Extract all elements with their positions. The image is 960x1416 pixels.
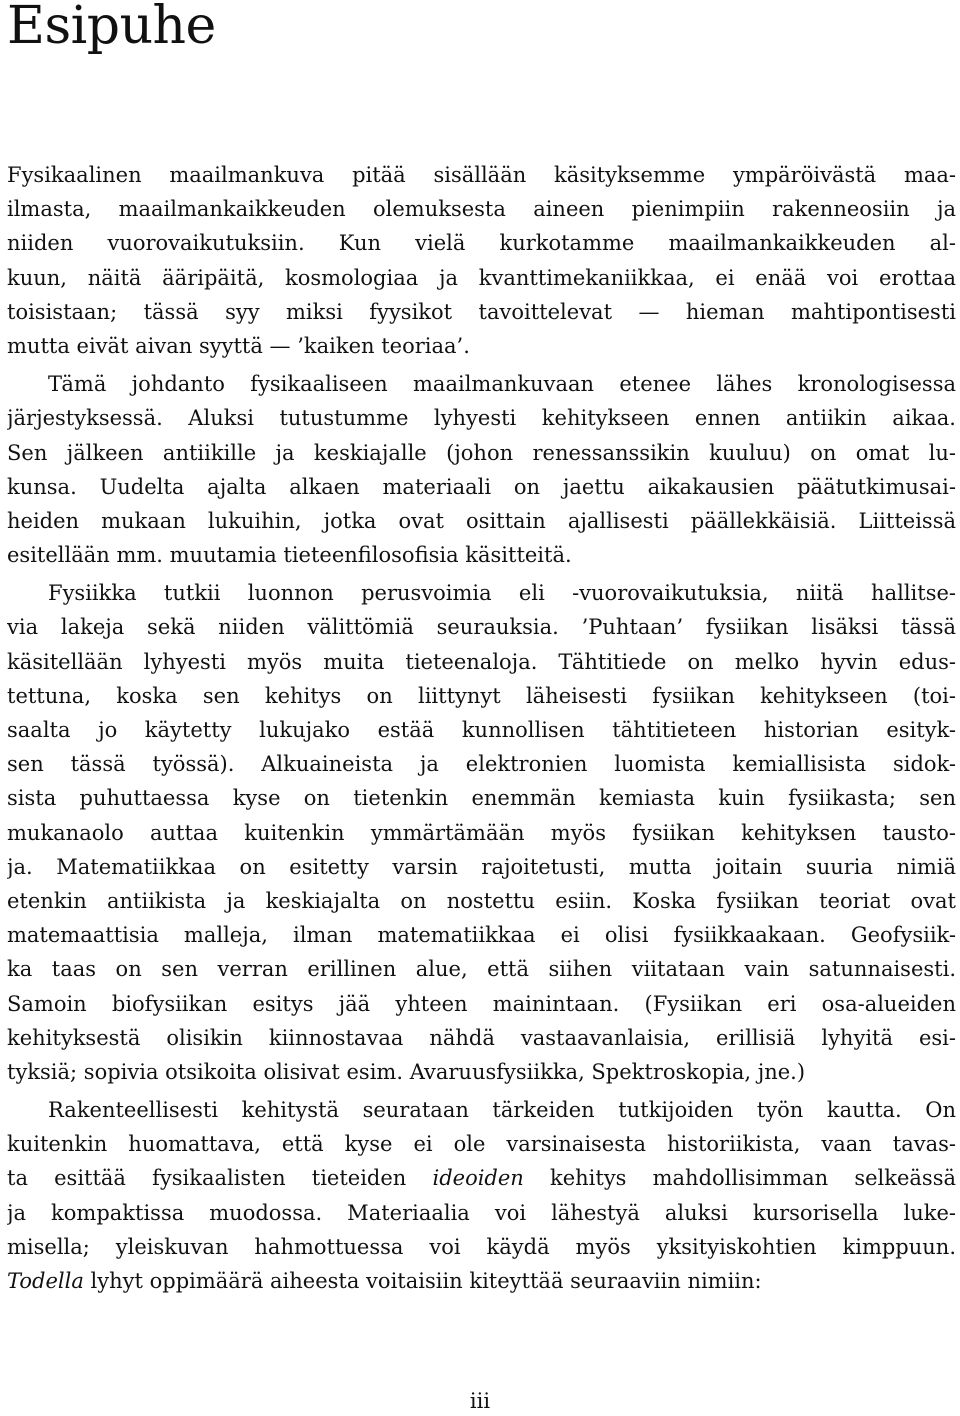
text-line: kuitenkin huomattava, että kyse ei ole varsinaisesta historiikista, vaan tavas-	[7, 1132, 956, 1157]
text-line: tyksiä; sopivia otsikoita olisivat esim. Avaruusfysiikka, Spektroskopia, jne.)	[7, 1059, 806, 1084]
text-line: niiden vuorovaikutuksiin. Kun vielä kurkotamme maailmankaikkeuden al-	[7, 231, 956, 256]
text-fragment: kehitys mahdollisimman selkeässä	[523, 1166, 956, 1191]
emphasis-todella: Todella	[7, 1269, 84, 1293]
text-line: Samoin biofysiikan esitys jää yhteen mainintaan. (Fysiikan eri osa-alueiden	[7, 991, 956, 1016]
text-fragment: lyhyt oppimäärä aiheesta voitaisiin kiteyttää seuraaviin nimiin:	[83, 1269, 762, 1293]
text-line: kehityksestä olisikin kiinnostavaa nähdä vastaavanlaisia, erillisiä lyhyitä esi-	[7, 1025, 956, 1050]
text-line: toisistaan; tässä syy miksi fyysikot tavoittelevat — hieman mahtipontisesti	[7, 299, 956, 324]
text-line: saalta jo käytetty lukujako estää kunnollisen tähtitieteen historian esityk-	[7, 718, 956, 742]
text-line: käsitellään lyhyesti myös muita tieteenaloja. Tähtitiede on melko hyvin edus-	[7, 649, 956, 674]
text-line-with-italic	[7, 1161, 956, 1195]
text-line: via lakeja sekä niiden välittömiä seurauksia. ’Puhtaan’ fysiikan lisäksi tässä	[7, 615, 956, 640]
paragraph-3	[7, 576, 956, 1089]
text-line: mutta eivät aivan syyttä — ’kaiken teoriaa’.	[7, 333, 470, 358]
text-line: ja. Matematiikkaa on esitetty varsin rajoitetusti, mutta joitain suuria nimiä	[7, 854, 956, 879]
text-line: sen tässä työssä). Alkuaineista ja elektronien luomista kemiallisista sidok-	[7, 752, 956, 777]
text-line: kunsa. Uudelta ajalta alkaen materiaali on jaettu aikakausien päätutkimusai-	[7, 474, 956, 499]
text-line: Fysikaalinen maailmankuva pitää sisällään käsityksemme ympäröivästä maa-	[7, 163, 956, 187]
text-fragment: ta esittää fysikaalisten tieteiden	[7, 1166, 433, 1191]
paragraph-1	[7, 158, 956, 363]
text-line: misella; yleiskuvan hahmottuessa voi käydä myös yksityiskohtien kimppuun.	[7, 1234, 956, 1259]
paragraph-4	[7, 1093, 956, 1298]
text-line: ja kompaktissa muodossa. Materiaalia voi lähestyä aluksi kursorisella luke-	[7, 1200, 956, 1225]
page-title: Esipuhe	[7, 0, 216, 56]
text-line: sista puhuttaessa kyse on tietenkin enemmän kemiasta kuin fysiikasta; sen	[7, 786, 956, 811]
body-text	[7, 158, 956, 1298]
page-number: iii	[469, 1389, 491, 1413]
text-line: ilmasta, maailmankaikkeuden olemuksesta aineen pienimpiin rakenneosiin ja	[7, 197, 956, 222]
text-line: heiden mukaan lukuihin, jotka ovat osittain ajallisesti päällekkäisiä. Liitteissä	[7, 508, 956, 533]
text-line: kuun, näitä ääripäitä, kosmologiaa ja kvanttimekaniikkaa, ei enää voi erottaa	[7, 265, 956, 290]
text-line: esitellään mm. muutamia tieteenfilosofisia käsitteitä.	[7, 543, 572, 568]
text-line: mukanaolo auttaa kuitenkin ymmärtämään myös fysiikan kehityksen tausto-	[7, 820, 956, 845]
text-line: ka taas on sen verran erillinen alue, että siihen viitataan vain satunnaisesti.	[7, 957, 956, 982]
text-line: Fysiikka tutkii luonnon perusvoimia eli -vuorovaikutuksia, niitä hallitse-	[48, 581, 956, 606]
text-line: Rakenteellisesti kehitystä seurataan tärkeiden tutkijoiden työn kautta. On	[48, 1098, 956, 1123]
text-line: tettuna, koska sen kehitys on liittynyt läheisesti fysiikan kehitykseen (toi-	[7, 683, 956, 708]
paragraph-2	[7, 367, 956, 572]
emphasis-ideoiden: ideoiden	[432, 1166, 524, 1191]
text-line: järjestyksessä. Aluksi tutustumme lyhyesti kehitykseen ennen antiikin aikaa.	[7, 406, 956, 431]
text-line: Sen jälkeen antiikille ja keskiajalle (johon renessanssikin kuuluu) on omat lu-	[7, 440, 956, 465]
text-line: etenkin antiikista ja keskiajalta on nostettu esiin. Koska fysiikan teoriat ovat	[7, 888, 956, 913]
text-line: matemaattisia malleja, ilman matematiikkaa ei olisi fysiikkaakaan. Geofysiik-	[7, 923, 956, 948]
text-line-with-italic	[7, 1264, 956, 1298]
text-line: Tämä johdanto fysikaaliseen maailmankuvaan etenee lähes kronologisessa	[48, 372, 956, 397]
